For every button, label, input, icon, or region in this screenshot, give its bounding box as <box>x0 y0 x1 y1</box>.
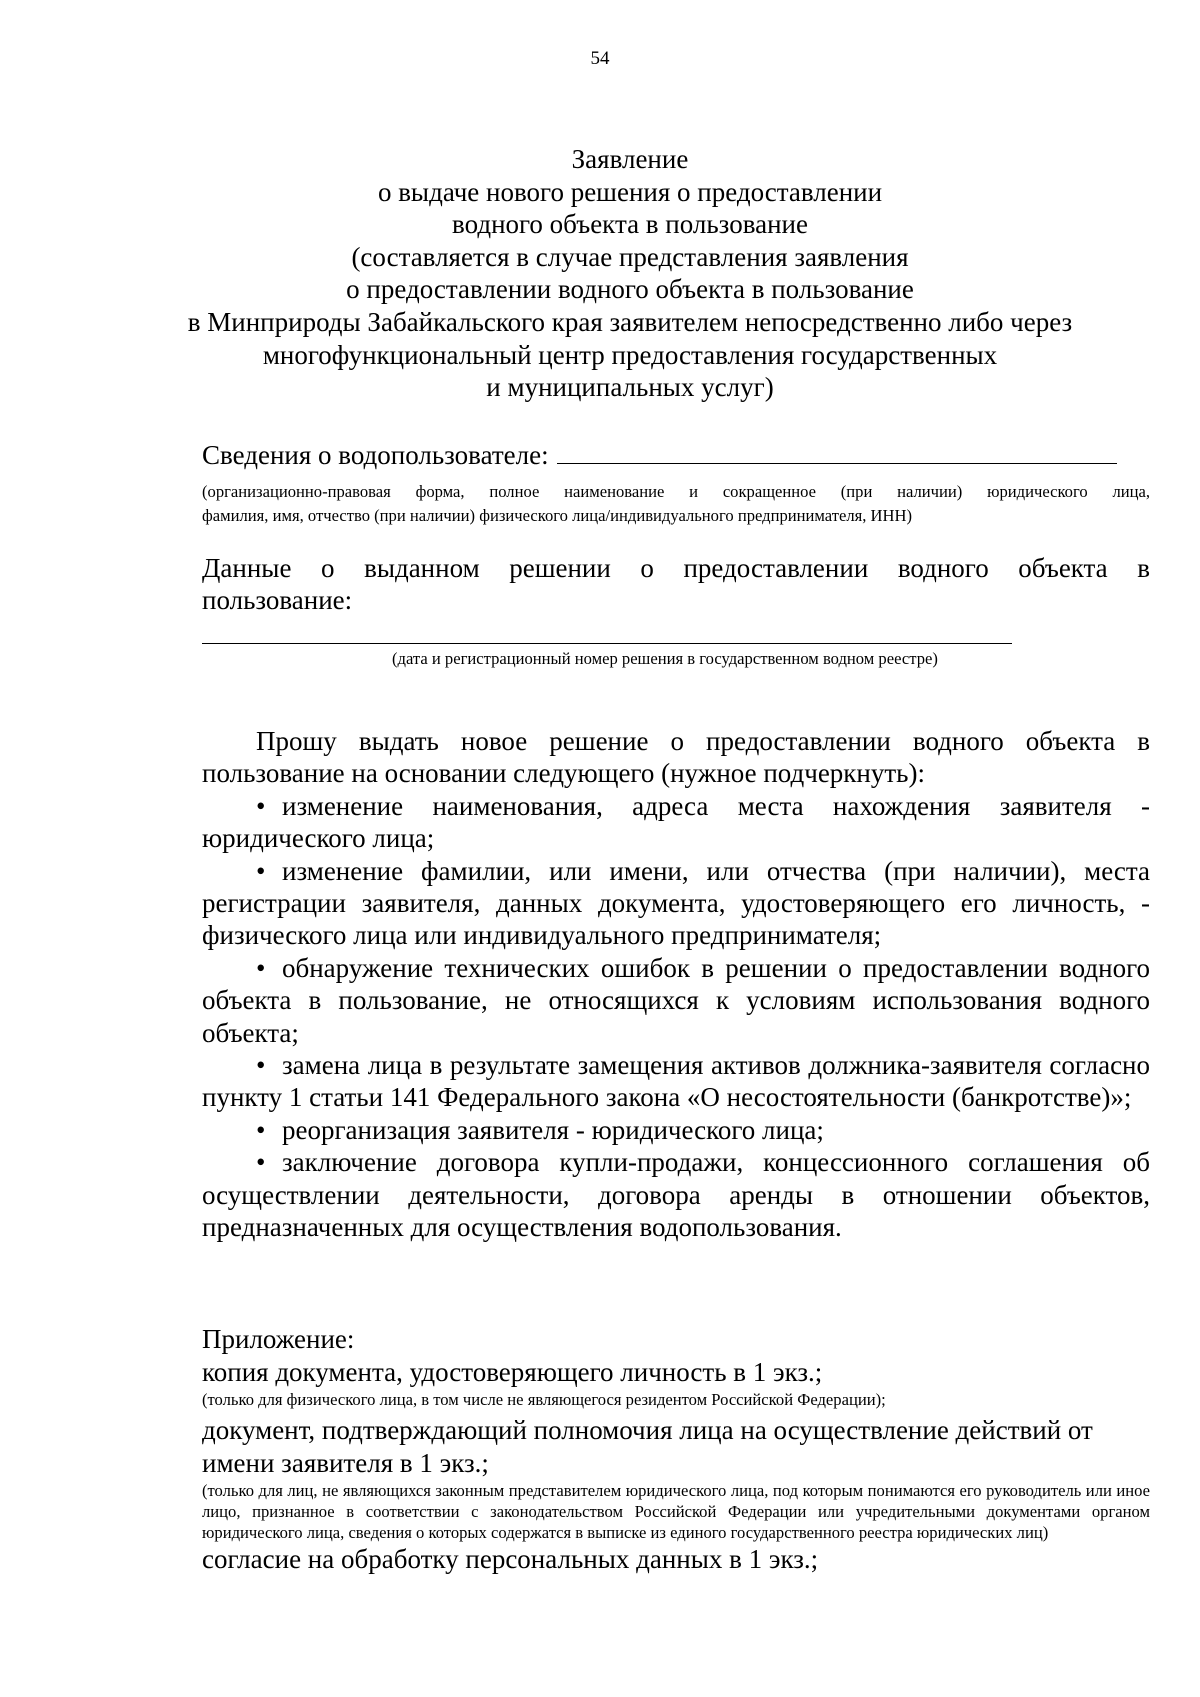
attachment-item: согласие на обработку персональных данных в 1 экз.; <box>202 1544 819 1574</box>
bullet-icon: • <box>256 1147 266 1178</box>
request-item: • изменение наименования, адреса места нахождения заявителя - юридического лица; <box>202 790 1150 854</box>
title-line: о выдаче нового решения о предоставлении <box>377 176 883 207</box>
water-user-hint: (организационно-правовая форма, полное наименование и сокращенное (при наличии) юридического лица, <box>202 482 1150 501</box>
document-title <box>130 143 1130 404</box>
attachment-item: документ, подтверждающий полномочия лица на осуществление действий от имени заявителя в 1 экз.; <box>202 1415 1093 1478</box>
request-item: • реорганизация заявителя - юридического лица; <box>256 1114 824 1145</box>
attachment-item: копия документа, удостоверяющего личность в 1 экз.; <box>202 1357 823 1387</box>
title-line: Заявление <box>571 144 689 174</box>
title-line: многофункциональный центр предоставления государственных <box>262 339 998 370</box>
page-number: 54 <box>590 48 610 69</box>
attachment-note: (только для лиц, не являющихся законным представителем юридического лица, под которым понимаются его руководитель или иное лицо, признанное в соответствии с законодательством Российской Федерации или учредительными документами органом юридического лица, сведения о которых содержатся в выписке из единого государственного реестра юридических лиц) <box>202 1481 1150 1542</box>
bullet-icon: • <box>256 1114 266 1145</box>
bullet-icon: • <box>256 790 266 821</box>
attachments-heading: Приложение: <box>202 1324 355 1354</box>
decision-label-2: пользование: <box>202 585 353 615</box>
attachment-note: (только для физического лица, в том числе не являющегося резидентом Российской Федерации); <box>202 1390 886 1409</box>
decision-blank[interactable] <box>202 643 1012 644</box>
water-user-label: Сведения о водопользователе: <box>202 440 549 470</box>
title-line: о предоставлении водного объекта в пользование <box>346 274 914 305</box>
title-line: (составляется в случае представления заявления <box>351 241 909 272</box>
water-user-field <box>202 436 1142 471</box>
request-section <box>202 725 1150 1244</box>
bullet-icon: • <box>256 855 266 886</box>
request-item: • обнаружение технических ошибок в решении о предоставлении водного объекта в пользование, не относящихся к условиям использования водного объекта; <box>202 952 1150 1048</box>
decision-hint: (дата и регистрационный номер решения в государственном водном реестре) <box>392 649 938 668</box>
water-user-blank[interactable] <box>557 436 1117 464</box>
request-item: • изменение фамилии, или имени, или отчества (при наличии), места регистрации заявителя, данных документа, удостоверяющего его личность, - физического лица или индивидуального предпринимателя; <box>202 855 1150 951</box>
bullet-icon: • <box>256 952 266 983</box>
water-user-hint-2: фамилия, имя, отчество (при наличии) физического лица/индивидуального предпринимателя, ИНН) <box>202 506 913 525</box>
title-line: водного объекта в пользование <box>452 209 808 240</box>
decision-label: Данные о выданном решении о предоставлении водного объекта в <box>202 553 1150 583</box>
attachments-section <box>202 1323 1150 1576</box>
request-item: • заключение договора купли-продажи, концессионного соглашения об осуществлении деятельности, договора аренды в отношении объектов, предназначенных для осуществления водопользования. <box>202 1147 1150 1243</box>
request-intro: Прошу выдать новое решение о предоставлении водного объекта в пользование на основании следующего (нужное подчеркнуть): <box>202 726 1150 789</box>
title-line: и муниципальных услуг) <box>486 372 774 403</box>
bullet-icon: • <box>256 1050 266 1081</box>
title-line: в Минприроды Забайкальского края заявителем непосредственно либо через <box>187 306 1073 337</box>
request-item: • замена лица в результате замещения активов должника-заявителя согласно пункту 1 статьи 141 Федерального закона «О несостоятельности (банкротстве)»; <box>202 1050 1150 1113</box>
